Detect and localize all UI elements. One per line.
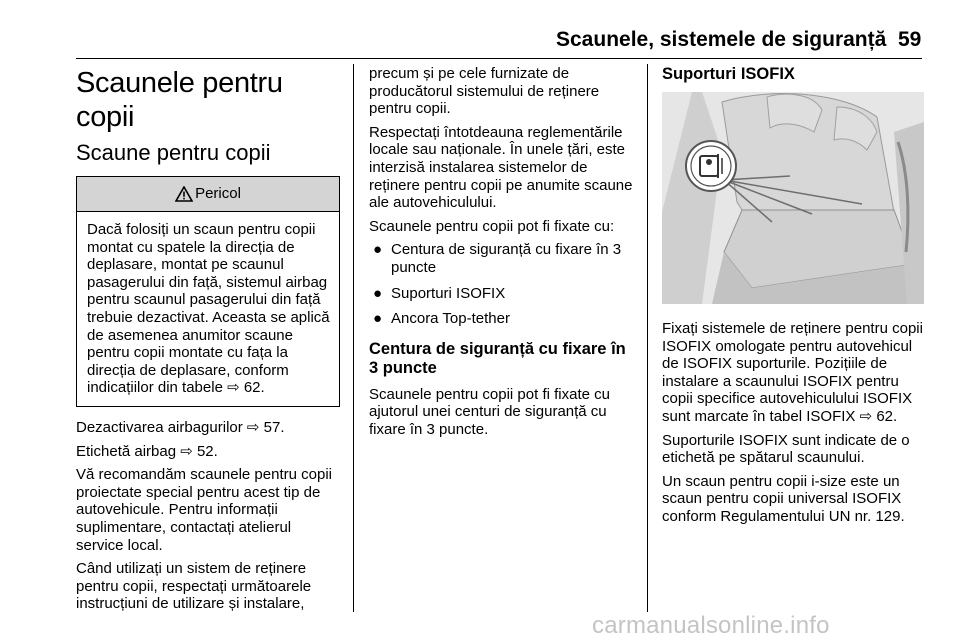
isofix-paragraph-1: Fixați sistemele de reținere pentru copii ISOFIX omologate pentru autovehicul de ISOFIX suporturile. Pozițiile de instalare a scaunului ISOFIX pentru copii specifice autovehiculului ISOFIX sunt marcate în tabel ISOFIX ⇨ 62. — [662, 320, 923, 425]
danger-label: Pericol — [195, 185, 241, 203]
section-subtitle: Scaune pentru copii — [76, 140, 271, 165]
column-divider-left — [353, 64, 354, 612]
page-number: 59 — [898, 28, 922, 51]
header-rule — [76, 58, 922, 59]
column-1 — [76, 60, 340, 619]
three-point-belt-paragraph: Scaunele pentru copii pot fi fixate cu ajutorul unei centuri de siguranță cu fixare în 3 puncte. — [369, 385, 610, 438]
regulations-paragraph: Respectați întotdeauna reglementările locale sau naționale. În unele țări, este interzisă instalarea sistemelor de reținere pentru copii pe anumite scaune ale autovehiculului. — [369, 123, 633, 212]
airbag-label-ref: Etichetă airbag ⇨ 52. — [76, 442, 218, 460]
bullet-icon: ● — [373, 241, 383, 259]
isofix-paragraph-2: Suporturile ISOFIX sunt indicate de o etichetă pe spătarul scaunului. — [662, 431, 910, 467]
bullet-icon: ● — [373, 284, 383, 302]
column-3 — [662, 65, 924, 532]
instructions-paragraph: Când utilizați un sistem de reținere pentru copii, respectați următoarele instrucțiuni de utilizare și instalare, — [76, 560, 312, 613]
danger-text: Dacă folosiți un scaun pentru copii montat cu spatele la direcția de deplasare, montat pe scaunul pasagerului din față, sistemul airbag pentru scaunul pasagerului din față trebuie dezactivat. Aceasta se aplică de asemenea anumitor scaune pentru copii montate cu fața la direcția de deplasare, conform indicațiilor din tabele ⇨ 62. — [87, 221, 330, 397]
recommendation-paragraph: Vă recomandăm scaunele pentru copii proiectate special pentru acest tip de autovehicule. Pentru informații suplimentare, contactați atelierul service local. — [76, 466, 332, 554]
section-title: Scaunele pentru copii — [76, 67, 283, 133]
page-header-title: Scaunele, sistemele de siguranță — [556, 28, 887, 51]
isofix-seat-illustration — [662, 92, 924, 304]
danger-box — [76, 176, 340, 407]
column-2 — [369, 65, 635, 445]
list-item: ● Ancora Top-tether — [373, 310, 510, 328]
fixing-methods-intro: Scaunele pentru copii pot fi fixate cu: — [369, 217, 615, 235]
watermark: carmanualsonline.info — [592, 612, 830, 639]
three-point-belt-heading: Centura de siguranță cu fixare în 3 puncte — [369, 339, 626, 377]
continued-paragraph: precum și pe cele furnizate de producătorul sistemului de reținere pentru copii. — [369, 65, 600, 118]
column-divider-right — [647, 64, 648, 612]
isofix-heading: Suporturi ISOFIX — [662, 65, 795, 83]
isofix-paragraph-3: Un scaun pentru copii i-size este un scaun pentru copii universal ISOFIX conform Regulamentului UN nr. 129. — [662, 472, 905, 525]
warning-icon — [175, 186, 193, 202]
danger-header — [77, 177, 339, 212]
list-item: ● Suporturi ISOFIX — [373, 284, 506, 302]
fixing-methods-list — [369, 241, 635, 327]
list-item: ● Centura de siguranță cu fixare în 3 puncte — [373, 241, 622, 276]
airbag-deactivation-ref: Dezactivarea airbagurilor ⇨ 57. — [76, 418, 285, 436]
bullet-icon: ● — [373, 310, 383, 328]
